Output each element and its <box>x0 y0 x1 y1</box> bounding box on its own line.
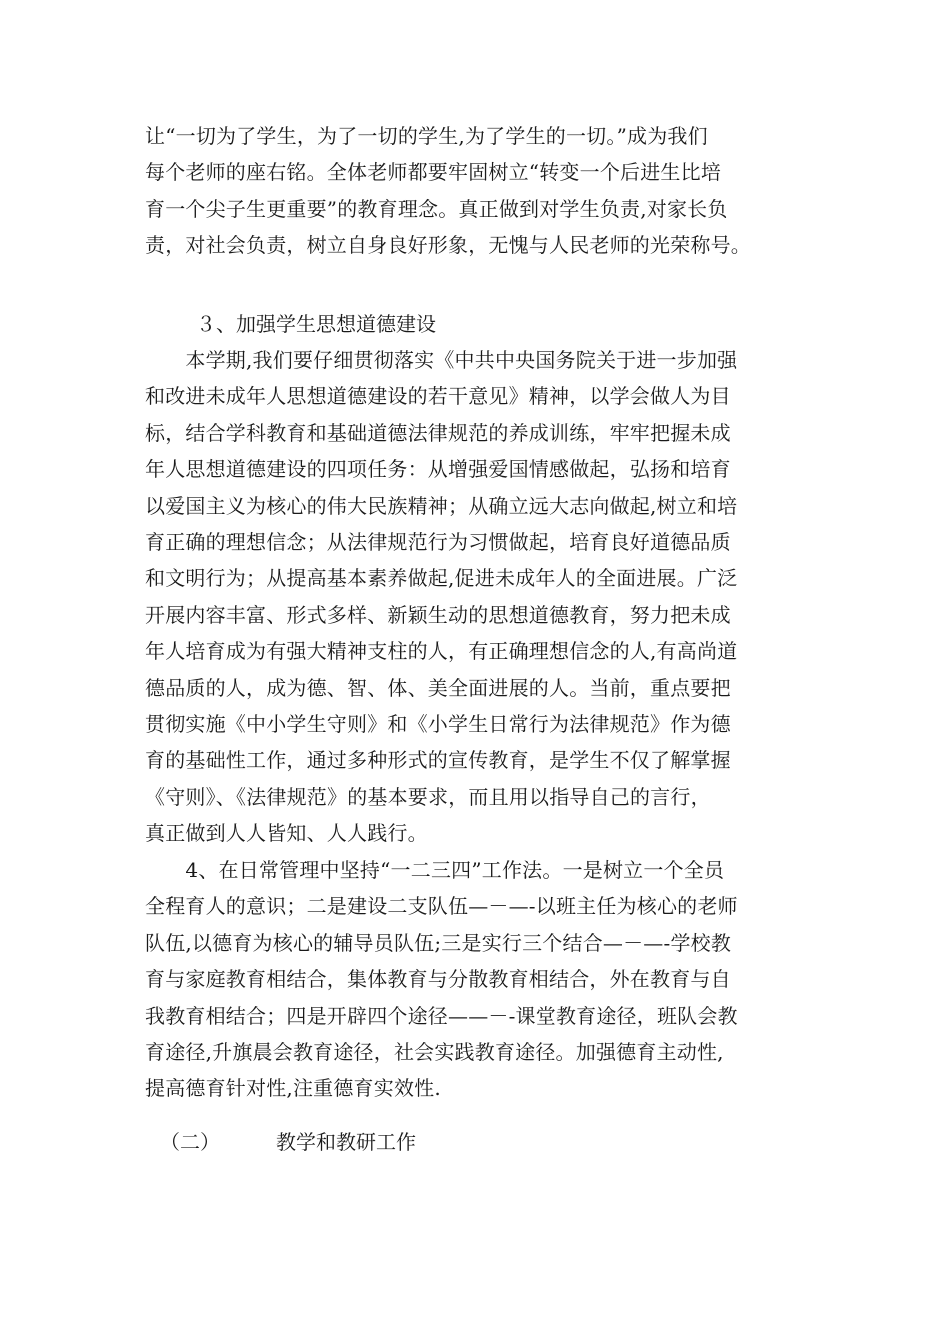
section-4-line-6: 育途径,升旗晨会教育途径，社会实践教育途径。加强德育主动性, <box>145 1039 724 1064</box>
section-3-line-12: 育的基础性工作，通过多种形式的宣传教育，是学生不仅了解掌握 <box>145 748 731 773</box>
section-3-line-4: 年人思想道德建设的四项任务：从增强爱国情感做起，弘扬和培育 <box>145 457 731 482</box>
section-3-line-8: 开展内容丰富、形式多样、新颖生动的思想道德教育，努力把未成 <box>145 602 731 627</box>
section-3-line-5: 以爱国主义为核心的伟大民族精神；从确立远大志向做起,树立和培 <box>145 493 738 518</box>
intro-line-3: 育一个尖子生更重要”的教育理念。真正做到对学生负责,对家长负 <box>145 196 728 221</box>
intro-line-2: 每个老师的座右铭。全体老师都要牢固树立“转变一个后进生比培 <box>145 160 722 185</box>
section-3-line-1: 本学期,我们要仔细贯彻落实《中共中央国务院关于进一步加强 <box>145 348 738 372</box>
section-3-line-9: 年人培育成为有强大精神支柱的人，有正确理想信念的人,有高尚道 <box>145 639 738 664</box>
section-4-paragraph <box>145 852 810 1107</box>
section-two-heading <box>160 1124 416 1160</box>
intro-line-1: 让“一切为了学生，为了一切的学生,为了学生的一切。”成为我们 <box>145 124 708 148</box>
section-3-line-6: 育正确的理想信念；从法律规范行为习惯做起，培育良好道德品质 <box>145 529 731 554</box>
section-3-line-2: 和改进未成年人思想道德建设的若干意见》精神，以学会做人为目 <box>145 384 731 409</box>
section-3-line-14: 真正做到人人皆知、人人践行。 <box>145 821 428 846</box>
section-4-line-7: 提高德育针对性,注重德育实效性. <box>145 1076 441 1101</box>
section-4-line-4: 育与家庭教育相结合，集体教育与分散教育相结合，外在教育与自 <box>145 967 731 992</box>
section-3-line-3: 标，结合学科教育和基础道德法律规范的养成训练，牢牢把握未成 <box>145 420 731 445</box>
section-4-line-5: 我教育相结合；四是开辟四个途径——－-课堂教育途径，班队会教 <box>145 1003 738 1028</box>
section-4-line-1: 4、在日常管理中坚持“一二三四”工作法。一是树立一个全员 <box>145 858 725 882</box>
section-4-line-3: 队伍,以德育为核心的辅导员队伍;三是实行三个结合—－—-学校教 <box>145 930 732 955</box>
section-3-line-7: 和文明行为；从提高基本素养做起,促进未成年人的全面进展。广泛 <box>145 566 738 591</box>
section-3-line-13: 《守则》、《法律规范》的基本要求，而且用以指导自己的言行， <box>145 784 711 809</box>
intro-paragraph <box>145 118 810 264</box>
section-3-line-11: 贯彻实施《中小学生守则》和《小学生日常行为法律规范》作为德 <box>145 711 731 736</box>
section-two-title: 教学和教研工作 <box>276 1130 416 1154</box>
section-3-heading: ３、加强学生思想道德建设 <box>196 312 436 336</box>
intro-line-4: 责，对社会负责，树立自身良好形象，无愧与人民老师的光荣称号。 <box>145 233 751 258</box>
section-two-number: （二） <box>160 1130 220 1154</box>
section-3-paragraph <box>145 342 810 851</box>
section-3-line-10: 德品质的人，成为德、智、体、美全面进展的人。当前，重点要把 <box>145 675 731 700</box>
section-4-line-2: 全程育人的意识；二是建设二支队伍—－—-以班主任为核心的老师 <box>145 894 738 919</box>
